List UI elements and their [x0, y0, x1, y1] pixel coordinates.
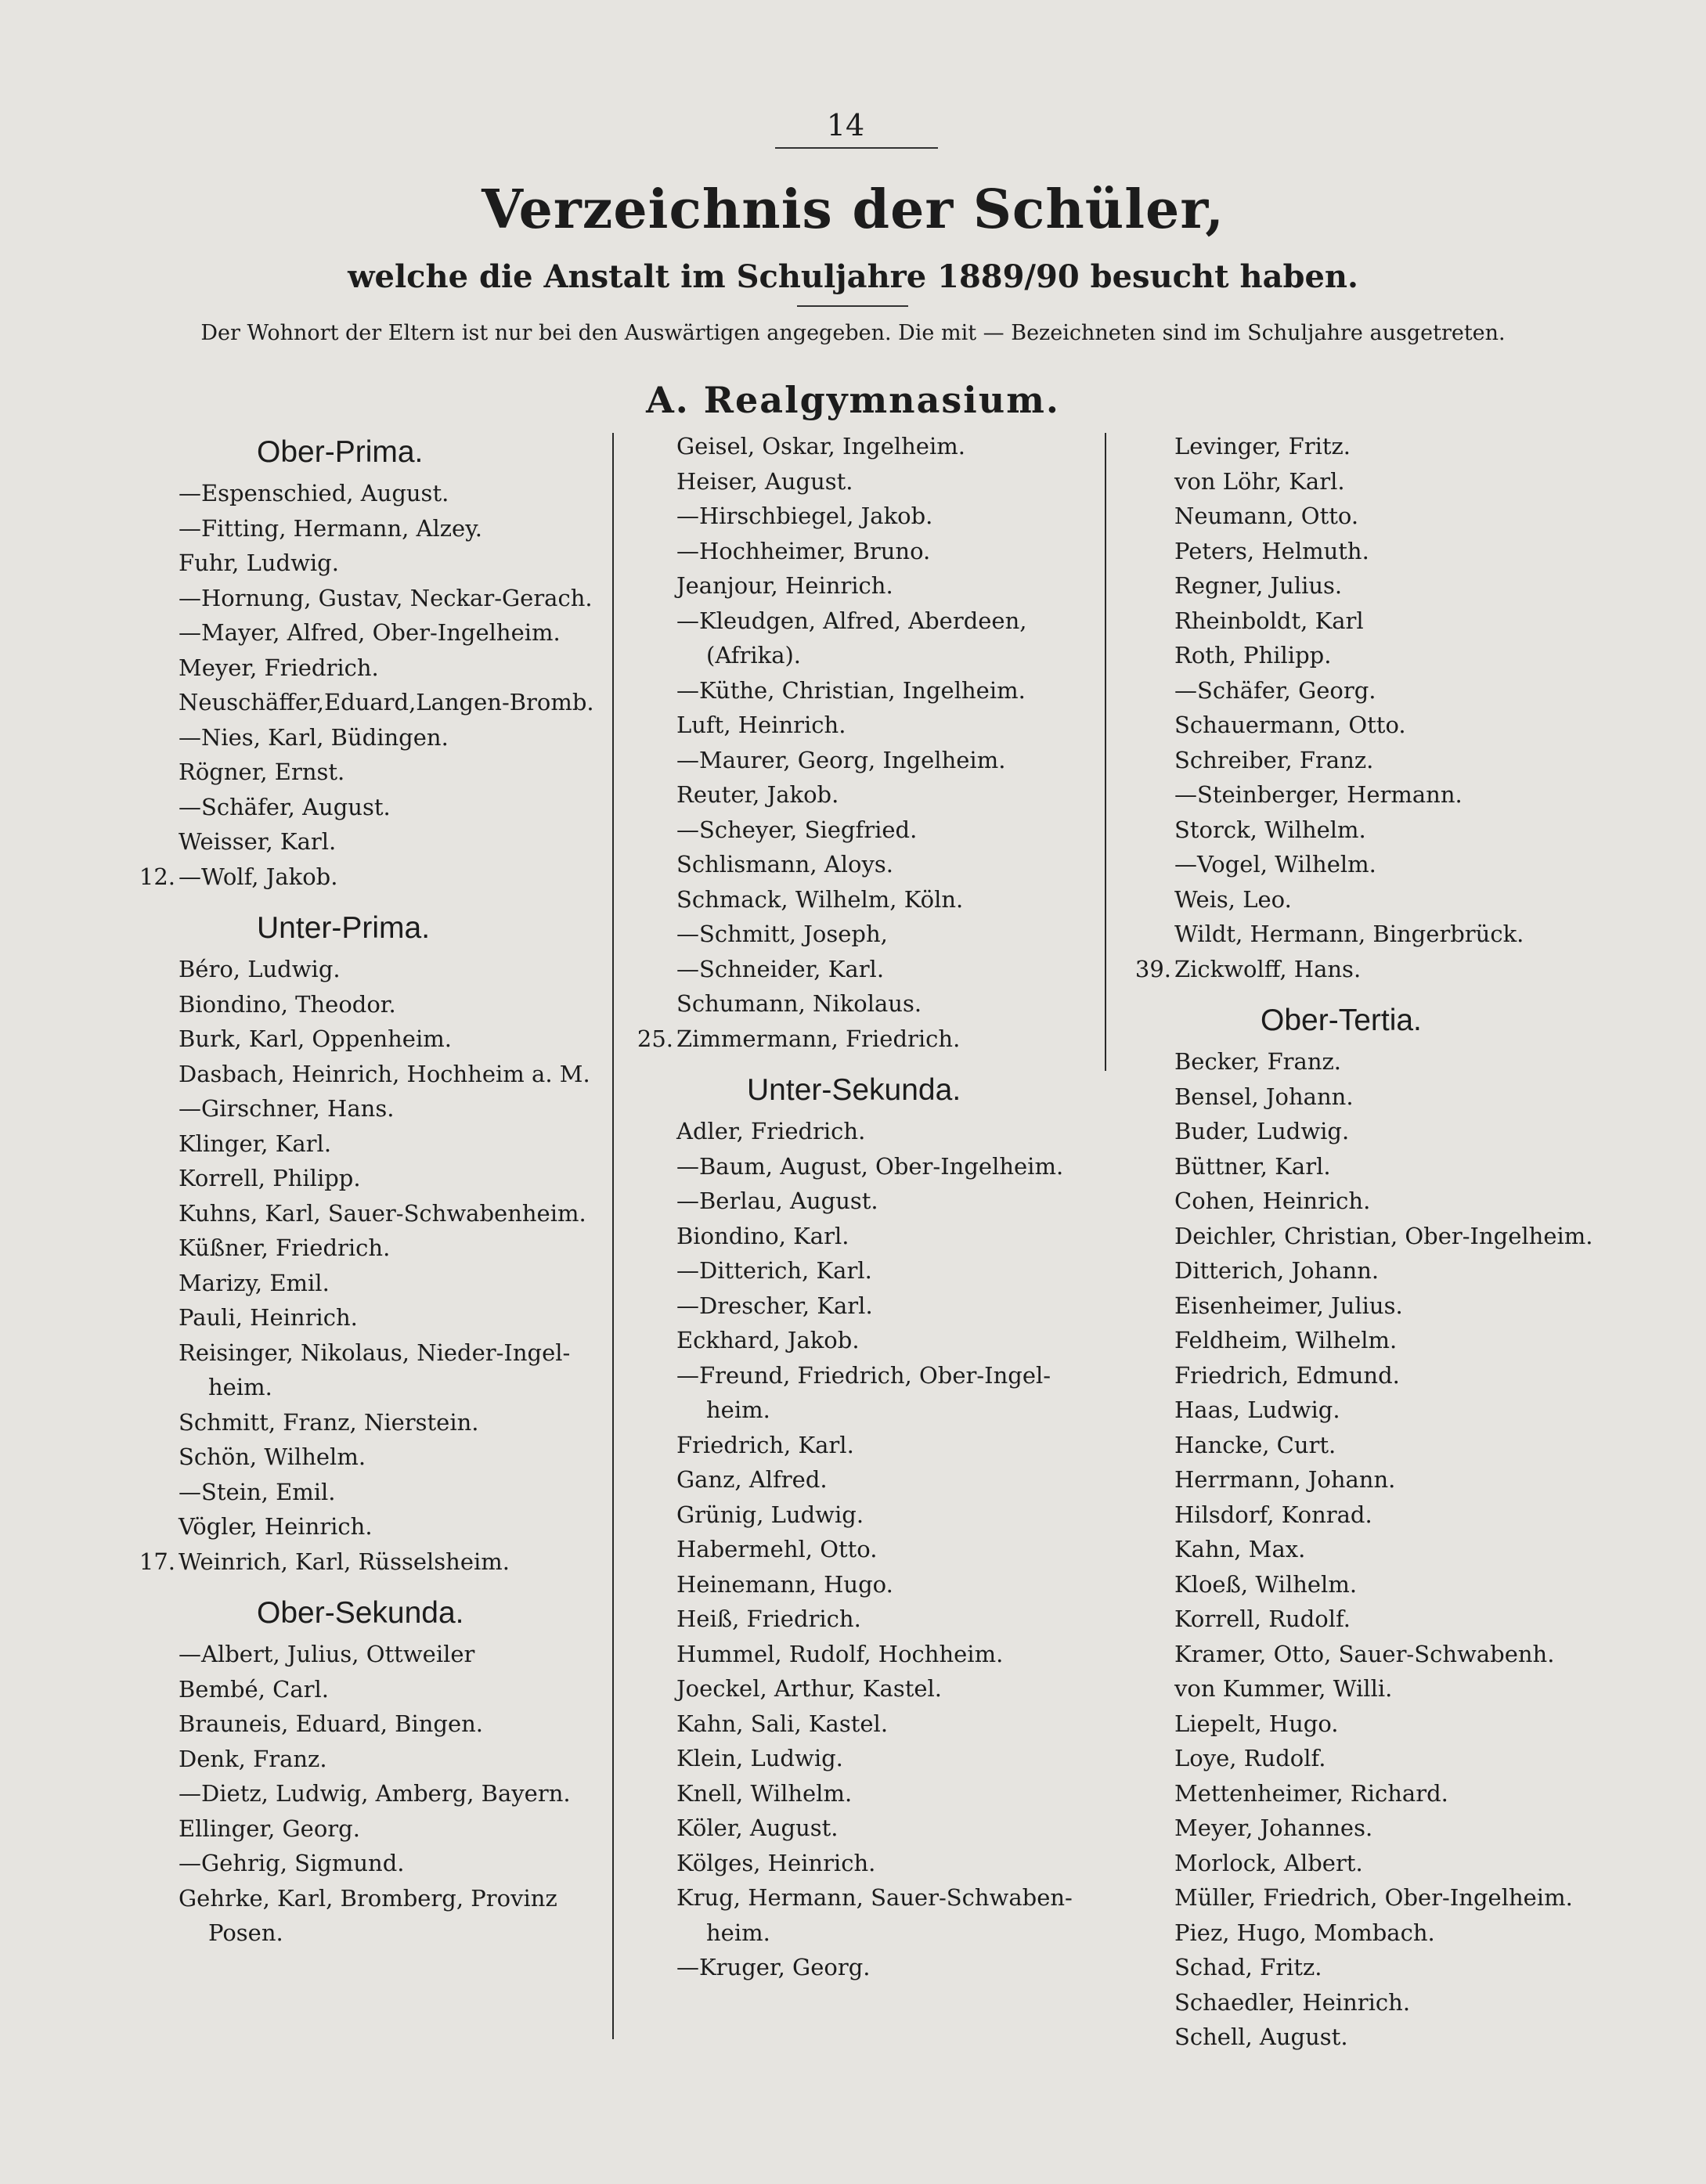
student-name: —Vogel, Wilhelm. — [1174, 851, 1376, 878]
student-entry — [1174, 464, 1613, 499]
student-name: Korrell, Philipp. — [179, 1165, 361, 1191]
student-entry — [1174, 777, 1613, 813]
student-name: —Maurer, Georg, Ingelheim. — [676, 746, 1006, 773]
student-entry — [676, 847, 1115, 882]
student-entry — [179, 755, 617, 790]
student-entry — [1174, 743, 1613, 778]
student-name: Denk, Franz. — [179, 1745, 327, 1772]
student-entry — [676, 499, 1115, 534]
student-name: Habermehl, Otto. — [676, 1536, 878, 1562]
student-entry — [676, 1532, 1115, 1567]
student-name: Pauli, Heinrich. — [179, 1304, 358, 1331]
student-name: von Löhr, Karl. — [1174, 467, 1345, 495]
student-name: —Hornung, Gustav, Neckar-Gerach. — [179, 584, 593, 611]
student-name: Weinrich, Karl, Rüsselsheim. — [179, 1548, 510, 1575]
student-name: Schreiber, Franz. — [1174, 746, 1374, 773]
student-entry — [1174, 534, 1613, 569]
student-name: Biondino, Theodor. — [179, 990, 396, 1018]
student-name: Haas, Ludwig. — [1174, 1397, 1340, 1423]
student-entry — [179, 476, 617, 511]
student-name: Schön, Wilhelm. — [179, 1443, 366, 1470]
column-3 — [1134, 429, 1613, 2055]
student-entry — [676, 1706, 1115, 1742]
student-name: Peters, Helmuth. — [1174, 537, 1369, 564]
student-entry — [676, 743, 1115, 778]
student-name: Reuter, Jakob. — [676, 781, 839, 808]
student-name: Gehrke, Karl, Bromberg, Provinz — [179, 1884, 557, 1912]
student-entry — [676, 568, 1115, 604]
student-name: —Schäfer, Georg. — [1174, 676, 1376, 704]
student-name: —Schneider, Karl. — [676, 955, 885, 982]
student-entry — [676, 1219, 1115, 1254]
student-name: Morlock, Albert. — [1174, 1849, 1363, 1876]
student-entry — [676, 1776, 1115, 1811]
student-name: Bembé, Carl. — [179, 1675, 329, 1703]
student-name: —Ditterich, Karl. — [676, 1257, 872, 1284]
student-entry — [1174, 813, 1613, 848]
student-entry — [179, 824, 617, 860]
student-entry — [1174, 882, 1613, 917]
section-heading: A. Realgymnasium. — [646, 379, 1060, 421]
student-name: Kahn, Max. — [1174, 1536, 1306, 1562]
student-entry — [179, 1405, 617, 1440]
student-name: Piez, Hugo, Mombach. — [1174, 1919, 1435, 1946]
student-name: —Nies, Karl, Büdingen. — [179, 723, 449, 751]
student-entry — [676, 604, 1115, 639]
student-entry — [1174, 1079, 1613, 1115]
student-entry — [1174, 1637, 1613, 1672]
student-name: —Drescher, Karl. — [676, 1292, 873, 1319]
student-name: —Albert, Julius, Ottweiler — [179, 1641, 475, 1667]
student-entry — [1174, 1184, 1613, 1219]
student-entry — [1174, 1393, 1613, 1428]
student-entry — [1174, 708, 1613, 743]
student-entry — [1174, 1428, 1613, 1463]
student-name: Deichler, Christian, Ober-Ingelheim. — [1174, 1222, 1593, 1249]
student-name: —Fitting, Hermann, Alzey. — [179, 514, 482, 542]
student-name: Eckhard, Jakob. — [676, 1327, 860, 1353]
student-entry — [179, 511, 617, 546]
page-number: 14 — [826, 108, 865, 142]
student-name: —Scheyer, Siegfried. — [676, 816, 918, 843]
student-name: —Wolf, Jakob. — [179, 863, 338, 890]
student-name: Kloeß, Wilhelm. — [1174, 1570, 1358, 1598]
student-name: Eisenheimer, Julius. — [1174, 1292, 1403, 1319]
student-name: Fuhr, Ludwig. — [179, 550, 339, 576]
student-entry — [179, 1231, 617, 1266]
student-entry — [676, 1428, 1115, 1463]
student-entry — [1174, 1567, 1613, 1602]
student-entry — [179, 1196, 617, 1231]
student-name: Heinemann, Hugo. — [676, 1570, 893, 1598]
class-count: 39. — [1134, 955, 1171, 982]
student-entry — [1174, 568, 1613, 604]
student-entry — [676, 1462, 1115, 1497]
student-name: Heiser, August. — [676, 467, 853, 495]
student-name: Vögler, Heinrich. — [179, 1513, 373, 1540]
student-name: Kramer, Otto, Sauer-Schwabenh. — [1174, 1640, 1555, 1667]
student-name: Meyer, Johannes. — [1174, 1815, 1373, 1841]
student-name: —Freund, Friedrich, Ober-Ingel- — [676, 1361, 1051, 1389]
student-name: Ganz, Alfred. — [676, 1466, 828, 1493]
student-entry — [1174, 1706, 1613, 1742]
student-entry — [179, 1161, 617, 1196]
header-note: Der Wohnort der Eltern ist nur bei den Auswärtigen angegeben. Die mit — Bezeichneten sind im Schuljahre ausgetreten. — [200, 321, 1506, 345]
student-name: Becker, Franz. — [1174, 1048, 1342, 1075]
student-entry-continuation — [676, 638, 1115, 673]
student-name: Dasbach, Heinrich, Hochheim a. M. — [179, 1060, 590, 1087]
student-entry — [676, 1741, 1115, 1776]
student-entry — [179, 651, 617, 686]
student-name: Posen. — [208, 1919, 283, 1946]
student-name: —Girschner, Hans. — [179, 1095, 395, 1122]
student-entry — [1174, 604, 1613, 639]
subtitle-rule — [797, 305, 908, 307]
student-name: Ditterich, Johann. — [1174, 1257, 1380, 1284]
student-name: Geisel, Oskar, Ingelheim. — [676, 433, 965, 460]
student-entry — [676, 1846, 1115, 1881]
student-name: Liepelt, Hugo. — [1174, 1710, 1339, 1737]
student-entry — [1174, 1358, 1613, 1393]
student-name: Rheinboldt, Karl — [1174, 607, 1364, 634]
student-entry — [179, 1637, 617, 1672]
student-entry — [179, 615, 617, 651]
student-entry — [676, 882, 1115, 917]
student-entry — [1174, 1288, 1613, 1324]
student-entry — [676, 777, 1115, 813]
student-entry — [1174, 1602, 1613, 1637]
student-name: Mettenheimer, Richard. — [1174, 1779, 1448, 1807]
student-entry — [179, 987, 617, 1022]
student-name: —Hirschbiegel, Jakob. — [676, 503, 933, 529]
student-name: Hancke, Curt. — [1174, 1431, 1336, 1458]
student-entry — [676, 986, 1115, 1022]
student-name: Adler, Friedrich. — [676, 1118, 866, 1144]
student-name: heim. — [706, 1397, 770, 1423]
student-name: heim. — [706, 1919, 770, 1946]
student-name: Schumann, Nikolaus. — [676, 990, 922, 1017]
student-entry — [179, 685, 617, 720]
student-name: Friedrich, Edmund. — [1174, 1361, 1400, 1389]
student-entry-continuation — [676, 1393, 1115, 1428]
student-entry — [1174, 1811, 1613, 1846]
class-heading: Ober-Tertia. — [1261, 1004, 1422, 1037]
student-name: Kahn, Sali, Kastel. — [676, 1710, 889, 1737]
student-name: Knell, Wilhelm. — [676, 1779, 853, 1807]
student-entry — [179, 952, 617, 987]
student-name: Neuschäffer,Eduard,Langen-Bromb. — [179, 689, 594, 715]
student-entry — [676, 1358, 1115, 1393]
student-entry — [676, 1184, 1115, 1219]
student-name: Schauermann, Otto. — [1174, 712, 1406, 738]
student-name: Wildt, Hermann, Bingerbrück. — [1174, 921, 1524, 947]
student-entry — [1174, 1532, 1613, 1567]
student-entry — [179, 1335, 617, 1371]
student-entry — [1174, 1985, 1613, 2020]
student-entry — [676, 1253, 1115, 1288]
class-heading: Unter-Prima. — [257, 911, 431, 945]
student-entry-continuation — [179, 1916, 617, 1951]
student-name: Bensel, Johann. — [1174, 1083, 1354, 1110]
student-entry — [1174, 1114, 1613, 1149]
student-entry — [676, 1811, 1115, 1846]
student-name: —Gehrig, Sigmund. — [179, 1850, 405, 1876]
student-entry — [676, 952, 1115, 987]
student-name: Müller, Friedrich, Ober-Ingelheim. — [1174, 1884, 1573, 1911]
student-name: —Steinberger, Hermann. — [1174, 781, 1463, 808]
class-heading: Unter-Sekunda. — [747, 1073, 961, 1107]
student-name: —Schäfer, August. — [179, 793, 391, 820]
student-entry — [676, 1880, 1115, 1916]
student-entry — [1174, 2020, 1613, 2055]
student-entry — [676, 673, 1115, 708]
student-name: Schaedler, Heinrich. — [1174, 1988, 1411, 2016]
student-entry — [1174, 917, 1613, 952]
student-name: Brauneis, Eduard, Bingen. — [179, 1710, 484, 1737]
student-name: —Baum, August, Ober-Ingelheim. — [676, 1152, 1064, 1180]
student-entry — [179, 581, 617, 616]
class-heading: Ober-Sekunda. — [257, 1596, 464, 1630]
student-entry — [1174, 499, 1613, 534]
student-name: Korrell, Rudolf. — [1174, 1606, 1351, 1632]
student-entry — [1174, 1741, 1613, 1776]
student-name: Marizy, Emil. — [179, 1269, 330, 1296]
student-entry — [676, 464, 1115, 499]
student-name: Hilsdorf, Konrad. — [1174, 1501, 1372, 1528]
student-name: Kuhns, Karl, Sauer-Schwabenheim. — [179, 1199, 586, 1227]
student-name: Meyer, Friedrich. — [179, 654, 379, 681]
student-entry — [676, 1497, 1115, 1533]
student-name: Hummel, Rudolf, Hochheim. — [676, 1640, 1004, 1667]
student-entry — [179, 1881, 617, 1916]
student-entry — [676, 917, 1115, 952]
student-name: Zickwolff, Hans. — [1174, 955, 1362, 982]
student-name: Joeckel, Arthur, Kastel. — [676, 1675, 943, 1702]
student-entry — [676, 1114, 1115, 1149]
student-entry — [1174, 1149, 1613, 1184]
student-name: Feldheim, Wilhelm. — [1174, 1327, 1398, 1353]
student-name: —Kleudgen, Alfred, Aberdeen, — [676, 607, 1027, 634]
student-name: —Espenschied, August. — [179, 480, 449, 506]
student-entry — [1174, 1916, 1613, 1951]
student-entry — [676, 1323, 1115, 1358]
student-entry — [179, 1126, 617, 1162]
student-entry — [1174, 1044, 1613, 1079]
student-entry — [1174, 1323, 1613, 1358]
student-name: Weisser, Karl. — [179, 828, 337, 855]
student-name: Béro, Ludwig. — [179, 956, 341, 982]
student-entry — [179, 1091, 617, 1126]
student-entry — [1174, 847, 1613, 882]
class-count: 17. — [139, 1548, 175, 1575]
student-entry — [1174, 1776, 1613, 1811]
student-entry — [676, 1602, 1115, 1637]
student-entry — [179, 1672, 617, 1707]
student-name: —Schmitt, Joseph, — [676, 921, 888, 947]
student-entry — [179, 720, 617, 755]
student-name: Loye, Rudolf. — [1174, 1745, 1326, 1771]
student-entry — [1174, 1497, 1613, 1533]
student-name: Schmack, Wilhelm, Köln. — [676, 885, 964, 913]
student-name: —Kruger, Georg. — [676, 1954, 871, 1980]
student-entry-continuation — [676, 1916, 1115, 1951]
student-name: Schell, August. — [1174, 2024, 1348, 2050]
student-entry — [1134, 952, 1613, 987]
student-entry — [676, 708, 1115, 743]
student-entry — [1174, 1950, 1613, 1985]
column-1 — [139, 429, 617, 1951]
student-entry — [179, 1266, 617, 1301]
student-name: Klein, Ludwig. — [676, 1745, 843, 1771]
student-name: Roth, Philipp. — [1174, 642, 1332, 669]
student-name: Schlismann, Aloys. — [676, 851, 893, 878]
student-name: Herrmann, Johann. — [1174, 1466, 1396, 1493]
student-name: Kölges, Heinrich. — [676, 1849, 876, 1876]
student-entry — [1174, 673, 1613, 708]
student-entry — [676, 813, 1115, 848]
student-name: —Mayer, Alfred, Ober-Ingelheim. — [179, 619, 561, 646]
student-name: Heiß, Friedrich. — [676, 1606, 861, 1632]
student-name: Cohen, Heinrich. — [1174, 1188, 1371, 1214]
student-entry — [179, 1300, 617, 1335]
student-name: Luft, Heinrich. — [676, 712, 846, 738]
student-name: Zimmermann, Friedrich. — [676, 1025, 961, 1052]
student-entry — [179, 546, 617, 581]
student-entry — [179, 1475, 617, 1510]
student-name: —Stein, Emil. — [179, 1478, 336, 1505]
student-entry — [676, 1637, 1115, 1672]
student-entry — [676, 1149, 1115, 1184]
student-entry — [1174, 1671, 1613, 1706]
header-rule — [775, 147, 938, 149]
student-name: Biondino, Karl. — [676, 1222, 849, 1249]
student-name: Levinger, Fritz. — [1174, 433, 1351, 460]
student-name: Buder, Ludwig. — [1174, 1118, 1350, 1144]
student-entry — [179, 1440, 617, 1475]
student-name: Reisinger, Nikolaus, Nieder-Ingel- — [179, 1339, 571, 1366]
student-entry — [179, 1706, 617, 1742]
student-entry — [676, 1567, 1115, 1602]
student-name: Küßner, Friedrich. — [179, 1234, 391, 1261]
student-name: Schad, Fritz. — [1174, 1954, 1322, 1980]
class-heading: Ober-Prima. — [257, 435, 424, 469]
student-name: Weis, Leo. — [1174, 885, 1292, 913]
student-entry — [1174, 638, 1613, 673]
student-entry — [179, 1742, 617, 1777]
student-name: —Dietz, Ludwig, Amberg, Bayern. — [179, 1780, 571, 1807]
student-name: Grünig, Ludwig. — [676, 1501, 864, 1528]
student-name: Rögner, Ernst. — [179, 759, 345, 785]
student-entry — [676, 1671, 1115, 1706]
student-entry — [676, 429, 1115, 464]
student-entry — [1174, 1219, 1613, 1254]
student-entry — [637, 1022, 1115, 1057]
student-entry — [179, 790, 617, 825]
student-name: Burk, Karl, Oppenheim. — [179, 1025, 452, 1052]
student-entry — [179, 1057, 617, 1092]
student-entry — [179, 1509, 617, 1544]
student-entry — [139, 860, 617, 895]
student-entry — [179, 1846, 617, 1881]
student-name: Schmitt, Franz, Nierstein. — [179, 1408, 479, 1436]
student-name: Büttner, Karl. — [1174, 1152, 1331, 1180]
student-entry-continuation — [179, 1370, 617, 1405]
student-name: Klinger, Karl. — [179, 1130, 332, 1157]
student-entry — [1174, 1462, 1613, 1497]
student-name: Neumann, Otto. — [1174, 503, 1359, 529]
student-name: —Berlau, August. — [676, 1188, 878, 1214]
student-entry — [179, 1811, 617, 1847]
student-name: Köler, August. — [676, 1815, 839, 1841]
student-name: —Küthe, Christian, Ingelheim. — [676, 676, 1026, 704]
student-entry — [1174, 429, 1613, 464]
student-entry — [179, 1022, 617, 1057]
student-name: Storck, Wilhelm. — [1174, 816, 1366, 843]
student-name: Regner, Julius. — [1174, 572, 1343, 599]
student-entry — [1174, 1880, 1613, 1916]
page-subtitle: welche die Anstalt im Schuljahre 1889/90 besucht haben. — [348, 258, 1358, 295]
student-entry — [676, 1950, 1115, 1985]
student-name: Ellinger, Georg. — [179, 1815, 360, 1842]
column-2 — [637, 429, 1115, 1985]
student-name: Krug, Hermann, Sauer-Schwaben- — [676, 1884, 1073, 1911]
student-entry — [676, 534, 1115, 569]
student-entry — [179, 1776, 617, 1811]
student-name: heim. — [208, 1374, 272, 1400]
student-name: —Hochheimer, Bruno. — [676, 537, 931, 564]
student-entry — [139, 1544, 617, 1580]
student-entry — [676, 1288, 1115, 1324]
student-name: Friedrich, Karl. — [676, 1431, 854, 1458]
class-count: 12. — [139, 863, 175, 890]
page-title: Verzeichnis der Schüler, — [482, 178, 1224, 241]
class-count: 25. — [637, 1025, 673, 1052]
student-name: (Afrika). — [706, 642, 802, 669]
student-entry — [1174, 1253, 1613, 1288]
student-name: Jeanjour, Heinrich. — [676, 572, 893, 599]
student-entry — [1174, 1846, 1613, 1881]
student-name: von Kummer, Willi. — [1174, 1675, 1393, 1702]
